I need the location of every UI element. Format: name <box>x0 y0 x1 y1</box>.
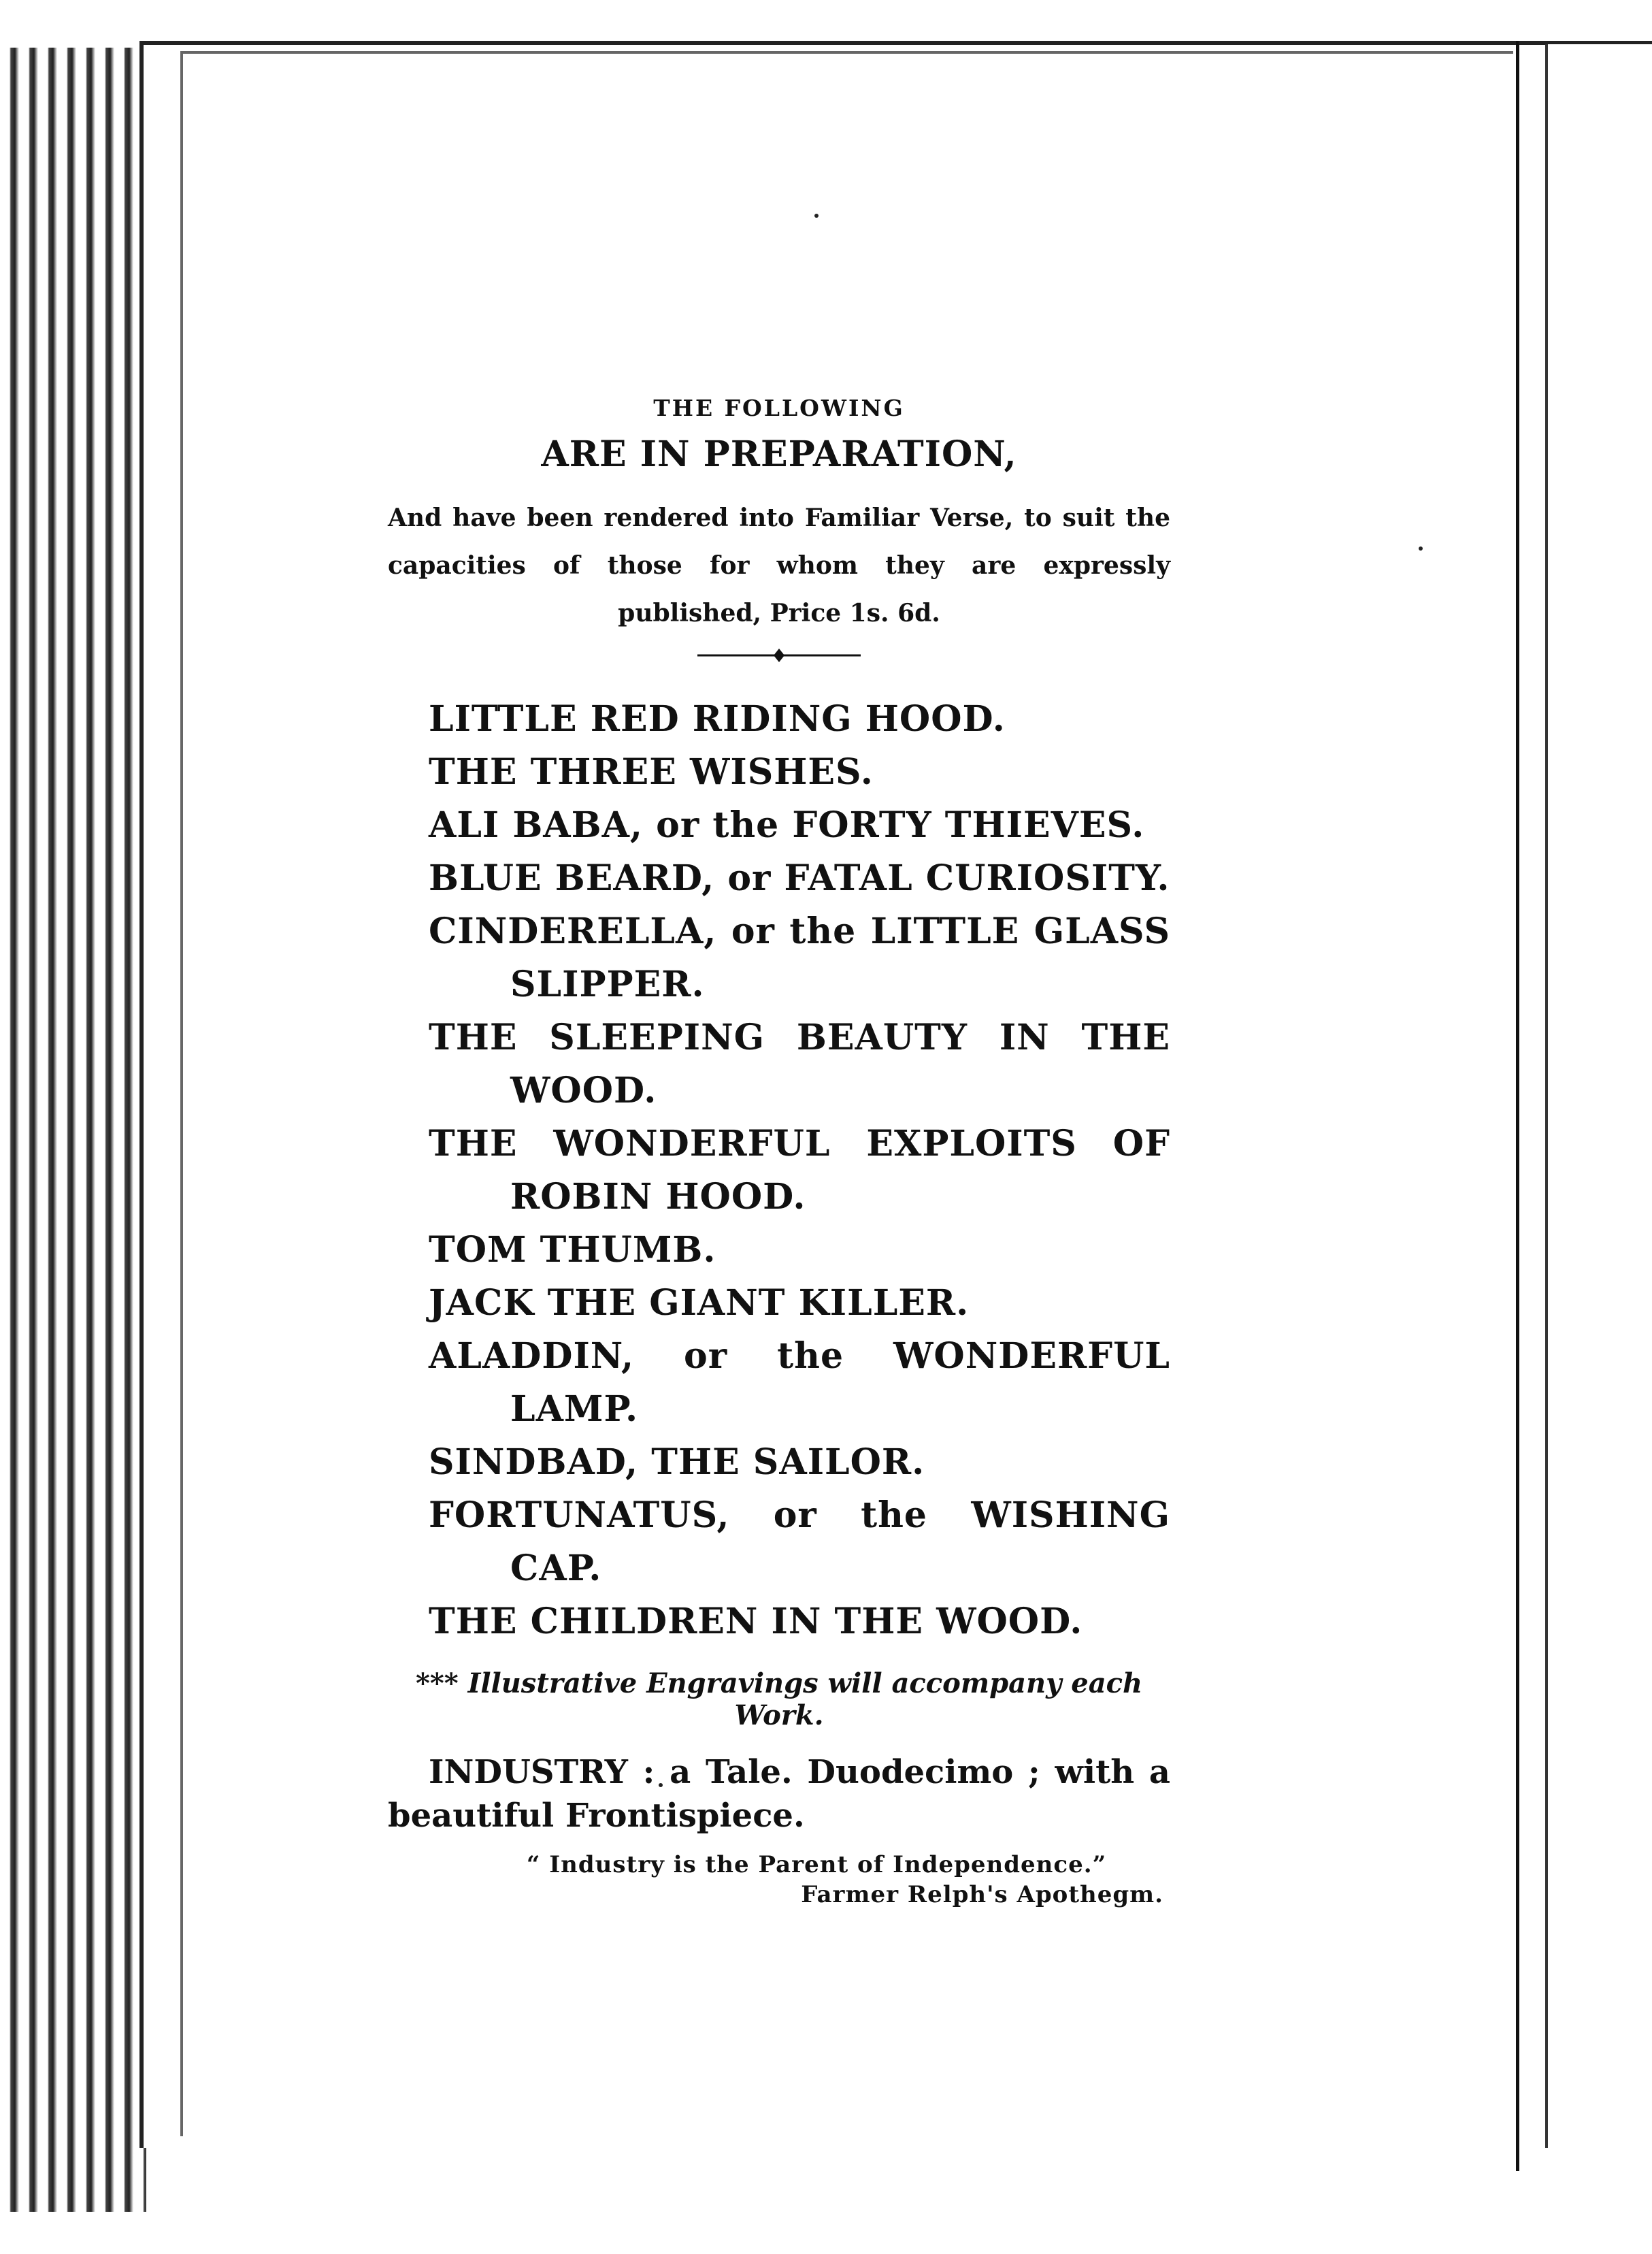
industry-quote: “ Industry is the Parent of Independence.” <box>526 1851 1107 1878</box>
list-item: ALI BABA, or the FORTY THIEVES. <box>429 804 1145 846</box>
list-item: JACK THE GIANT KILLER. <box>429 1282 970 1324</box>
header-following: THE FOLLOWING <box>653 395 905 421</box>
advertisement-content <box>388 395 1170 1908</box>
list-item: TOM THUMB. <box>429 1229 716 1271</box>
book-binding-edge <box>0 48 146 2212</box>
header-preparation: ARE IN PREPARATION, <box>541 434 1017 475</box>
list-item: THE CHILDREN IN THE WOOD. <box>429 1601 1083 1642</box>
list-item: THE THREE WISHES. <box>429 751 874 793</box>
facing-page-strip <box>1519 41 1652 2195</box>
ornamental-rule <box>697 645 861 666</box>
title-list <box>388 693 1170 1648</box>
list-item: CINDERELLA, or the LITTLE GLASS SLIPPER. <box>429 911 1170 1005</box>
scan-speck <box>1419 546 1423 551</box>
list-item: BLUE BEARD, or FATAL CURIOSITY. <box>429 858 1170 899</box>
scan-speck <box>814 214 819 218</box>
quote-attribution: Farmer Relph's Apothegm. <box>801 1881 1163 1908</box>
list-item: THE SLEEPING BEAUTY IN THE WOOD. <box>429 1017 1170 1111</box>
list-item: LITTLE RED RIDING HOOD. <box>429 698 1006 740</box>
engravings-note: *** Illustrative Engravings will accompany each Work. <box>415 1667 1143 1731</box>
list-item: FORTUNATUS, or the WISHING CAP. <box>429 1494 1170 1589</box>
industry-entry: INDUSTRY : a Tale. Duodecimo ; with a beautiful Frontispiece. <box>388 1753 1170 1835</box>
intro-paragraph: And have been rendered into Familiar Verse, to suit the capacities of those for whom they are expressly published, Price 1s. 6d. <box>388 504 1170 627</box>
list-item: THE WONDERFUL EXPLOITS OF ROBIN HOOD. <box>429 1123 1170 1218</box>
list-item: SINDBAD, THE SAILOR. <box>429 1441 925 1483</box>
list-item: ALADDIN, or the WONDERFUL LAMP. <box>429 1335 1170 1430</box>
